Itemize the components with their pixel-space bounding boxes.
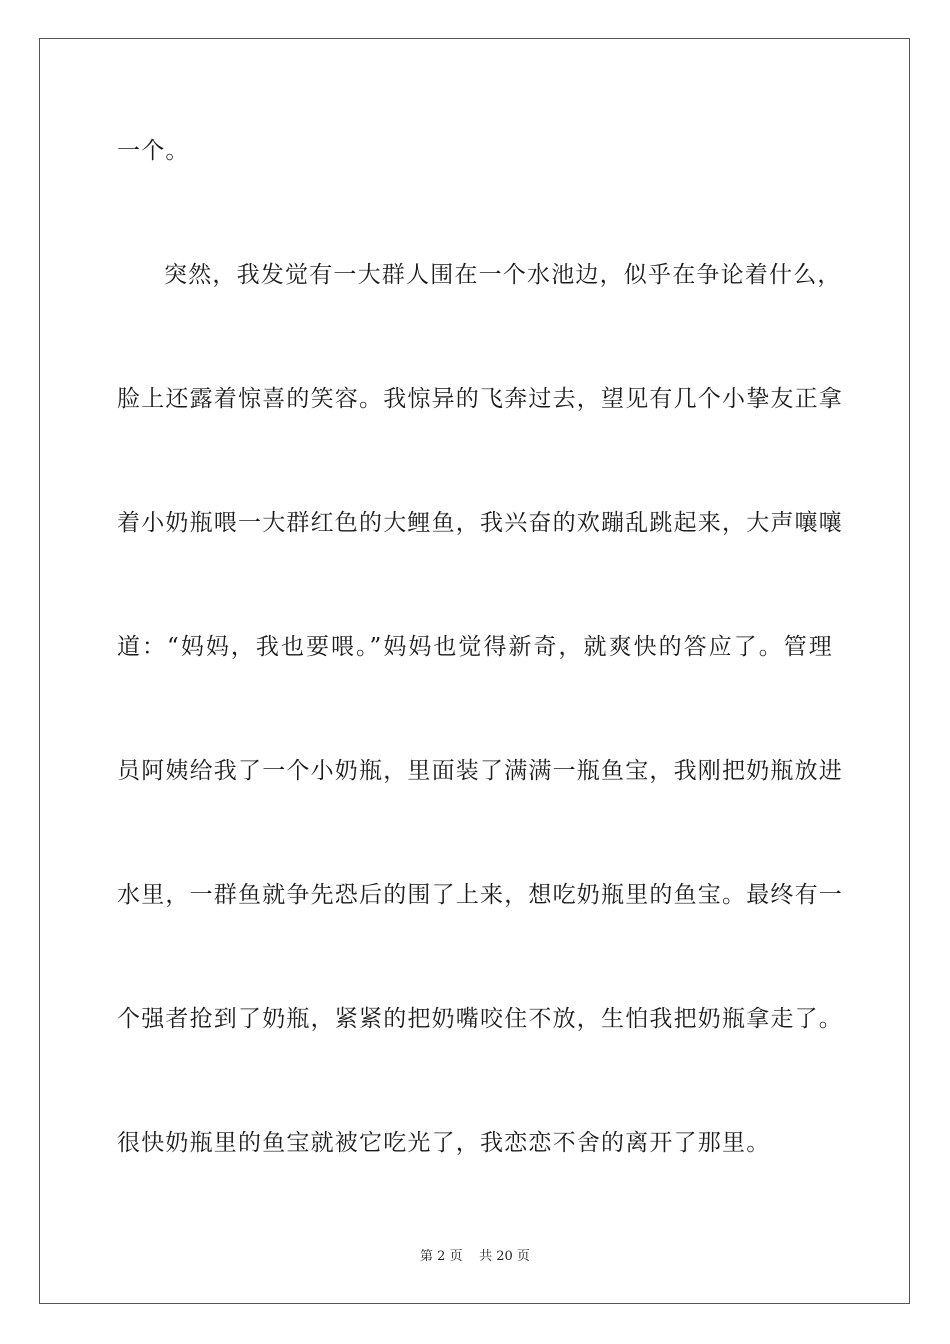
text-line-2: 突然，我发觉有一大群人围在一个水池边，似乎在争论着什么，	[164, 262, 842, 288]
page-frame	[39, 38, 910, 1304]
text-line-3: 脸上还露着惊喜的笑容。我惊异的飞奔过去，望见有几个小挚友正拿	[117, 386, 843, 412]
text-line-1: 一个。	[117, 138, 190, 164]
page-total: 共 20 页	[479, 1249, 530, 1264]
text-line-5: 道：“妈妈，我也要喂。”妈妈也觉得新奇，就爽快的答应了。管理	[117, 634, 833, 660]
text-line-4: 着小奶瓶喂一大群红色的大鲤鱼，我兴奋的欢蹦乱跳起来，大声嚷嚷	[117, 510, 843, 536]
text-line-9: 很快奶瓶里的鱼宝就被它吃光了，我恋恋不舍的离开了那里。	[117, 1130, 771, 1156]
page-footer	[0, 1248, 950, 1266]
text-line-8: 个强者抢到了奶瓶，紧紧的把奶嘴咬住不放，生怕我把奶瓶拿走了。	[117, 1006, 843, 1032]
page-number: 第 2 页	[420, 1249, 463, 1264]
text-line-7: 水里，一群鱼就争先恐后的围了上来，想吃奶瓶里的鱼宝。最终有一	[117, 882, 843, 908]
text-line-6: 员阿姨给我了一个小奶瓶，里面装了满满一瓶鱼宝，我刚把奶瓶放进	[117, 758, 843, 784]
